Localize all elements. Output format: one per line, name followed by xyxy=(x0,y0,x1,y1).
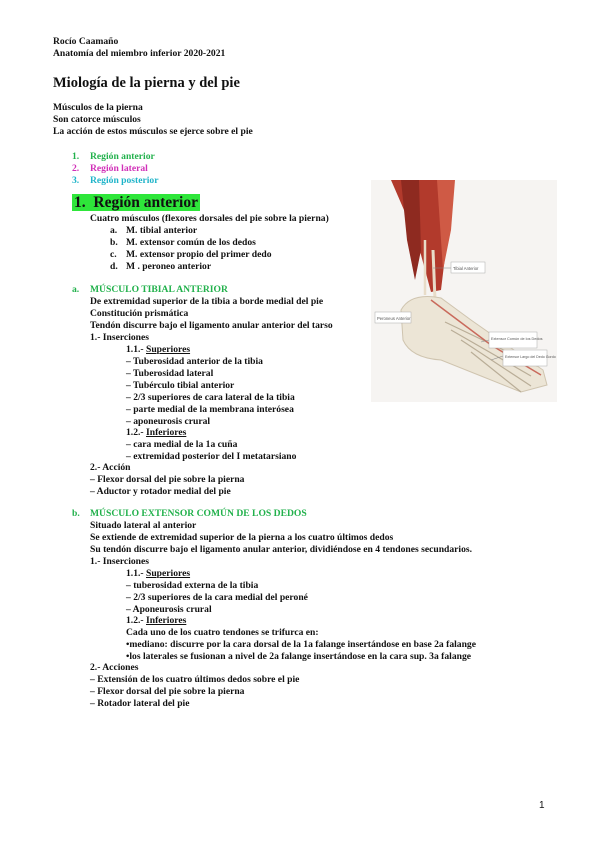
toc-label: Región lateral xyxy=(90,163,148,174)
subheading-number: 1.2.- xyxy=(126,427,144,438)
inferior-heading xyxy=(126,615,186,627)
muscle-list-item xyxy=(110,261,211,273)
list-letter: a. xyxy=(110,225,118,236)
muscle-letter: b. xyxy=(72,508,80,519)
intro-line: La acción de estos músculos se ejerce sobre el pie xyxy=(53,126,253,137)
toc-number: 3. xyxy=(72,175,80,186)
muscle-a-heading xyxy=(72,284,228,296)
insertion-item: – aponeurosis crural xyxy=(126,416,211,427)
toc-label: Región posterior xyxy=(90,175,159,186)
insertion-item: – 2/3 superiores de la cara medial del peroné xyxy=(126,592,308,603)
subheading-label: Superiores xyxy=(146,568,191,579)
muscle-a-line: Constitución prismática xyxy=(90,308,189,319)
action-item: – Aductor y rotador medial del pie xyxy=(90,486,231,497)
list-label: M. extensor común de los dedos xyxy=(126,237,256,248)
author-name: Rocío Caamaño xyxy=(53,36,119,47)
insertion-item: – Aponeurosis crural xyxy=(126,604,212,615)
subheading-label: Superiores xyxy=(146,344,191,355)
intro-line: Músculos de la pierna xyxy=(53,102,143,113)
figure-label-extensor-comun: Extensor Común de los Dedos xyxy=(491,337,543,341)
action-item: – Rotador lateral del pie xyxy=(90,698,190,709)
subheading-number: 1.1.- xyxy=(126,344,144,355)
section-heading xyxy=(72,194,200,212)
toc-item-anterior xyxy=(72,151,155,163)
insertion-item: – Tuberosidad anterior de la tibia xyxy=(126,356,263,367)
list-label: M . peroneo anterior xyxy=(126,261,212,272)
muscle-b-line: Situado lateral al anterior xyxy=(90,520,197,531)
section-title: Región anterior xyxy=(93,194,198,211)
muscle-title: MÚSCULO TIBIAL ANTERIOR xyxy=(90,284,228,295)
insertion-item: – cara medial de la 1a cuña xyxy=(126,439,238,450)
toc-label: Región anterior xyxy=(90,151,155,162)
figure-label-extensor-largo: Extensor Largo del Dedo Gordo xyxy=(505,355,556,359)
muscle-a-line: De extremidad superior de la tibia a borde medial del pie xyxy=(90,296,324,307)
insertion-item: – 2/3 superiores de cara lateral de la tibia xyxy=(126,392,295,403)
action-item: – Extensión de los cuatro últimos dedos sobre el pie xyxy=(90,674,300,685)
muscle-b-heading xyxy=(72,508,307,520)
subheading-number: 1.2.- xyxy=(126,615,144,626)
insertion-item: – Tuberosidad lateral xyxy=(126,368,214,379)
muscle-list-item xyxy=(110,249,272,261)
leg-foot-anatomy-illustration xyxy=(371,180,557,402)
section-heading-text xyxy=(72,194,200,211)
subheading-number: 1.1.- xyxy=(126,568,144,579)
muscle-title: MÚSCULO EXTENSOR COMÚN DE LOS DEDOS xyxy=(90,508,307,519)
insertion-item: – parte medial de la membrana interósea xyxy=(126,404,294,415)
toc-item-lateral xyxy=(72,163,148,175)
section-number: 1. xyxy=(74,194,86,211)
inferior-line: •mediano: discurre por la cara dorsal de la 1a falange insertándose en base 2a falange xyxy=(126,639,476,650)
muscle-list-item xyxy=(110,225,197,237)
course-name: Anatomía del miembro inferior 2020-2021 xyxy=(53,48,226,59)
toc-number: 2. xyxy=(72,163,80,174)
insertions-heading: 1.- Inserciones xyxy=(90,556,149,567)
inferior-line: Cada uno de los cuatro tendones se trifurca en: xyxy=(126,627,319,638)
list-letter: b. xyxy=(110,237,118,248)
subheading-label: Inferiores xyxy=(146,427,187,438)
figure-label-tibial: Tibial Anterior xyxy=(453,266,479,271)
page-number: 1 xyxy=(539,800,545,811)
insertion-item: – Tubérculo tibial anterior xyxy=(126,380,235,391)
document-title: Miología de la pierna y del pie xyxy=(53,75,240,91)
action-item: – Flexor dorsal del pie sobre la pierna xyxy=(90,474,245,485)
list-letter: d. xyxy=(110,261,118,272)
intro-line: Son catorce músculos xyxy=(53,114,141,125)
inferior-line: •los laterales se fusionan a nivel de 2a falange insertándose en la cara sup. 3a falange xyxy=(126,651,472,662)
list-label: M. tibial anterior xyxy=(126,225,198,236)
action-heading: 2.- Acción xyxy=(90,462,131,473)
insertion-item: – extremidad posterior del I metatarsiano xyxy=(126,451,297,462)
insertions-heading: 1.- Inserciones xyxy=(90,332,149,343)
action-heading: 2.- Acciones xyxy=(90,662,139,673)
section-subtitle: Cuatro músculos (flexores dorsales del pie sobre la pierna) xyxy=(90,213,329,224)
muscle-list-item xyxy=(110,237,256,249)
insertion-item: – tuberosidad externa de la tibia xyxy=(126,580,259,591)
muscle-letter: a. xyxy=(72,284,80,295)
toc-number: 1. xyxy=(72,151,80,162)
list-label: M. extensor propio del primer dedo xyxy=(126,249,272,260)
muscle-a-line: Tendón discurre bajo el ligamento anular anterior del tarso xyxy=(90,320,333,331)
superior-heading xyxy=(126,344,190,356)
subheading-label: Inferiores xyxy=(146,615,187,626)
inferior-heading xyxy=(126,427,186,439)
muscle-b-line: Su tendón discurre bajo el ligamento anular anterior, dividiéndose en 4 tendones secundarios. xyxy=(90,544,473,555)
muscle-b-line: Se extiende de extremidad superior de la pierna a los cuatro últimos dedos xyxy=(90,532,394,543)
figure-label-peroneus: Peroneus Anterior xyxy=(377,316,411,321)
action-item: – Flexor dorsal del pie sobre la pierna xyxy=(90,686,245,697)
superior-heading xyxy=(126,568,190,580)
list-letter: c. xyxy=(110,249,117,260)
toc-item-posterior xyxy=(72,175,158,187)
